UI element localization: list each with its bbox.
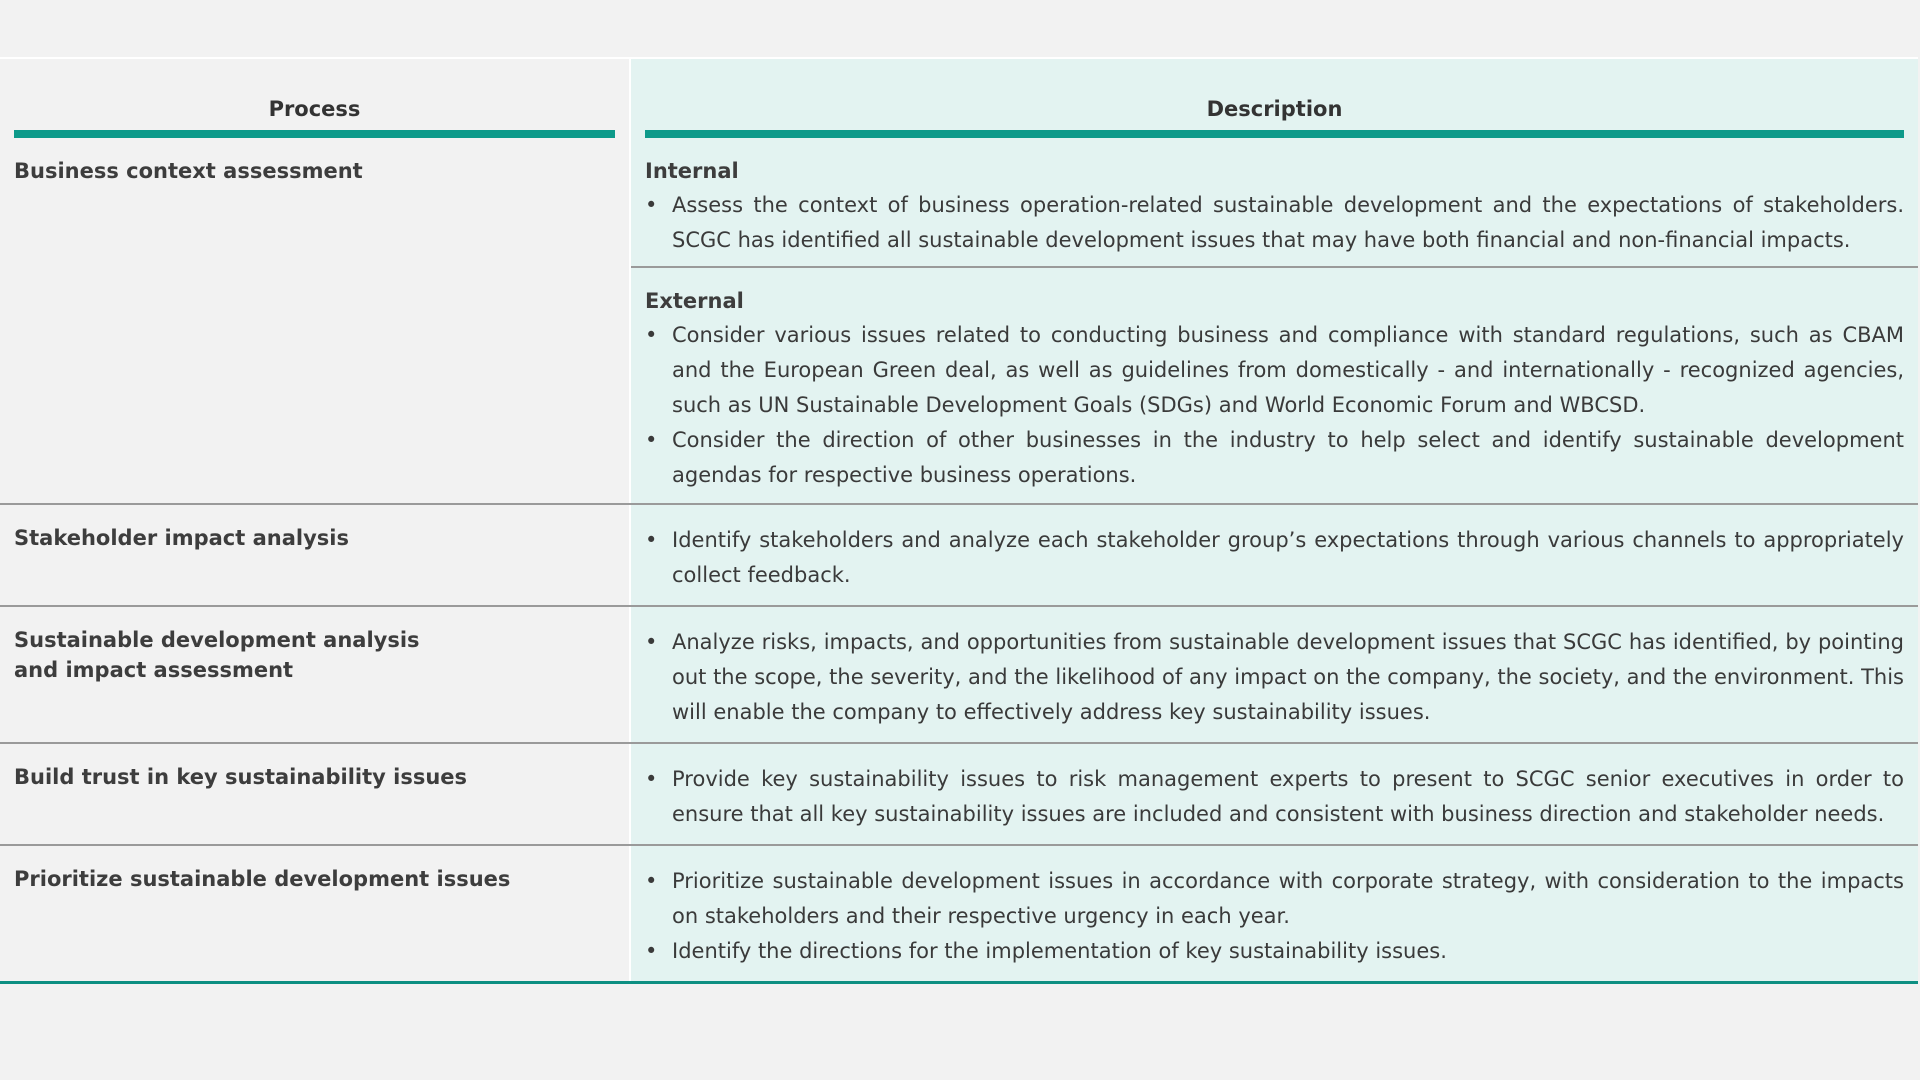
process-label-line: and impact assessment (14, 658, 294, 682)
process-cell (0, 606, 630, 743)
description-body (631, 505, 1918, 605)
process-label: Business context assessment (14, 159, 363, 183)
description-body (631, 744, 1918, 844)
process-label-line: Sustainable development analysis (14, 628, 420, 652)
bullet-item: • Provide key sustainability issues to risk management experts to present to SCGC senior executives in order to ensure that all key sustainability issues are included and consistent with business direction and stakeholder needs. (645, 762, 1904, 832)
description-body (631, 607, 1918, 742)
bullet-list (645, 625, 1904, 730)
process-header: Process (268, 97, 361, 121)
process-label: Build trust in key sustainability issues (14, 765, 468, 789)
process-label: Prioritize sustainable development issues (14, 867, 511, 891)
bullet-item: • Consider various issues related to conducting business and compliance with standard regulations, such as CBAM and the European Green deal, as well as guidelines from domestically - and internationally - recognized agencies, such as UN Sustainable Development Goals (SDGs) and World Economic Forum and WBCSD. (645, 318, 1904, 423)
bullet-item: • Consider the direction of other businesses in the industry to help select and identify sustainable development agendas for respective business operations. (645, 423, 1904, 493)
description-body (631, 846, 1918, 981)
bullet-item: • Prioritize sustainable development issues in accordance with corporate strategy, with consideration to the impacts on stakeholders and their respective urgency in each year. (645, 864, 1904, 934)
bullet-list (645, 762, 1904, 832)
description-cell (630, 504, 1918, 606)
bullet-list (645, 523, 1904, 593)
bullet-list (645, 864, 1904, 969)
description-header: Description (1206, 97, 1343, 121)
process-description-table (0, 59, 1918, 984)
bullet-item: • Identify the directions for the implementation of key sustainability issues. (645, 934, 1904, 969)
process-cell (0, 504, 630, 606)
bullet-list (645, 188, 1904, 258)
table-row (0, 743, 1918, 845)
description-header-cell (630, 59, 1918, 138)
table-row (0, 845, 1918, 983)
bullet-list (645, 318, 1904, 493)
process-cell (0, 138, 630, 504)
description-cell (630, 606, 1918, 743)
description-cell (630, 845, 1918, 983)
process-label (0, 607, 629, 699)
table-row (0, 504, 1918, 606)
process-header-rule (14, 130, 615, 138)
description-subsection (631, 266, 1918, 503)
process-table (0, 57, 1918, 984)
subsection-title: Internal (645, 159, 739, 183)
bullet-item: • Identify stakeholders and analyze each stakeholder group’s expectations through various channels to appropriately collect feedback. (645, 523, 1904, 593)
process-label: Stakeholder impact analysis (14, 526, 349, 550)
process-header-cell (0, 59, 630, 138)
process-cell (0, 845, 630, 983)
description-header-rule (645, 130, 1904, 138)
subsection-title: External (645, 289, 744, 313)
bullet-item: • Assess the context of business operation-related sustainable development and the expectations of stakeholders. SCGC has identified all sustainable development issues that may have both financial and non-financial impacts. (645, 188, 1904, 258)
table-row (0, 606, 1918, 743)
bullet-item: • Analyze risks, impacts, and opportunities from sustainable development issues that SCGC has identified, by pointing out the scope, the severity, and the likelihood of any impact on the company, the society, and the environment. This will enable the company to effectively address key sustainability issues. (645, 625, 1904, 730)
description-cell (630, 138, 1918, 504)
description-subsection (631, 138, 1918, 266)
table-row (0, 138, 1918, 504)
description-cell (630, 743, 1918, 845)
process-cell (0, 743, 630, 845)
